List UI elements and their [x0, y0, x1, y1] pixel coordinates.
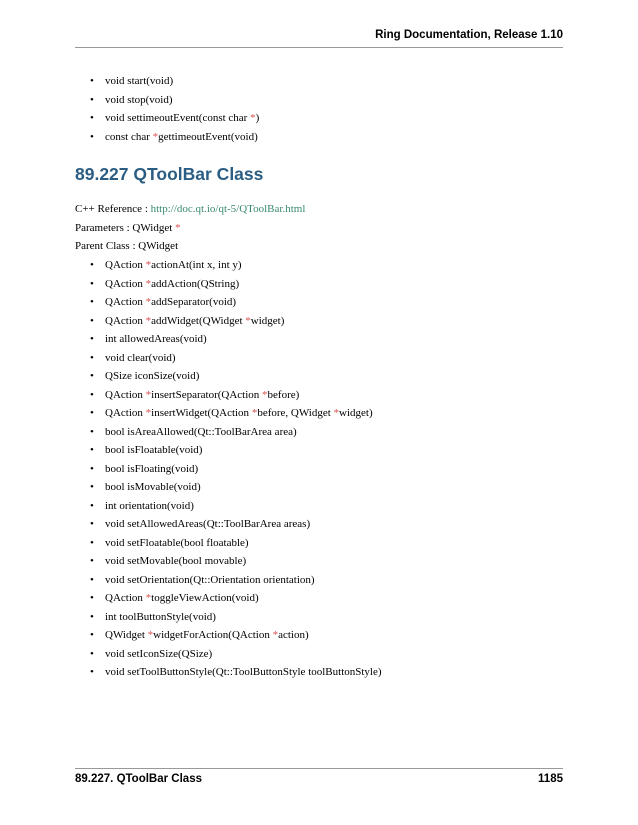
list-item	[90, 367, 382, 386]
list-item-text: void clear(void)	[105, 351, 176, 364]
list-item-text: widget)	[339, 407, 373, 419]
section-title: 89.227 QToolBar Class	[75, 164, 264, 184]
cpp-reference	[75, 203, 305, 215]
list-item-text: QAction	[105, 296, 146, 308]
list-item	[90, 460, 382, 479]
list-item	[90, 72, 259, 91]
list-item-text: bool isFloating(void)	[105, 462, 199, 475]
list-item	[90, 478, 382, 497]
page-number: 1185	[538, 773, 563, 785]
list-item	[90, 571, 382, 590]
list-item-text: bool isMovable(void)	[105, 481, 201, 493]
list-item	[90, 497, 382, 516]
list-item-text: void setAllowedAreas(Qt::ToolBarArea areas)	[105, 518, 311, 530]
list-item	[90, 645, 382, 664]
list-item-text: addSeparator(void)	[151, 296, 237, 308]
list-item	[90, 91, 259, 110]
list-item	[90, 589, 382, 608]
list-item-text: )	[255, 112, 260, 124]
list-item-text: actionAt(int x, int y)	[151, 259, 242, 271]
running-header	[75, 29, 563, 48]
list-item-text: QAction	[105, 277, 146, 290]
list-item-text: void setOrientation(Qt::Orientation orientation)	[105, 573, 315, 586]
list-item	[90, 663, 382, 682]
list-item-text: bool isAreaAllowed(Qt::ToolBarArea area)	[105, 425, 297, 438]
parent-class-text: Parent Class : QWidget	[75, 240, 179, 252]
list-item-text: QWidget	[105, 629, 148, 641]
list-item-text: void setToolButtonStyle(Qt::ToolButtonStyle toolButtonStyle)	[105, 666, 382, 678]
list-item-text: toggleViewAction(void)	[151, 592, 259, 604]
running-title: Ring Documentation, Release 1.10	[375, 29, 563, 41]
list-item	[90, 312, 382, 331]
list-item	[90, 552, 382, 571]
cpp-reference-link[interactable]: http://doc.qt.io/qt-5/QToolBar.html	[150, 203, 306, 215]
pointer-symbol: *	[145, 407, 152, 419]
list-item-text: insertSeparator(QAction	[151, 388, 263, 401]
pointer-symbol: *	[145, 314, 152, 327]
pointer-symbol: *	[152, 130, 159, 143]
list-item-text: void setMovable(bool movable)	[105, 555, 247, 567]
list-item-text: void start(void)	[105, 75, 174, 87]
list-item-text: QAction	[105, 259, 146, 271]
list-item	[90, 423, 382, 442]
pointer-symbol: *	[333, 407, 340, 419]
list-item-text: QAction	[105, 314, 146, 327]
list-item	[90, 128, 259, 147]
list-item-text: int orientation(void)	[105, 499, 194, 512]
list-item-text: void settimeoutEvent(const char	[105, 112, 251, 124]
parent-class-line	[75, 240, 178, 252]
list-item-text: addWidget(QWidget	[151, 314, 246, 327]
list-item-text: addAction(QString)	[151, 277, 240, 290]
list-item	[90, 275, 382, 294]
pointer-symbol: *	[251, 407, 258, 419]
list-item-text: QAction	[105, 407, 146, 419]
pointer-symbol: *	[262, 388, 268, 401]
pointer-symbol: *	[145, 259, 152, 271]
list-item	[90, 534, 382, 553]
list-item	[90, 626, 382, 645]
parameters-text: Parameters : QWidget	[75, 222, 176, 234]
page-footer	[75, 768, 563, 785]
list-item-text: bool isFloatable(void)	[105, 444, 203, 456]
list-item	[90, 256, 382, 275]
list-item-text: void stop(void)	[105, 93, 173, 106]
pointer-symbol: *	[245, 314, 251, 327]
pointer-symbol: *	[145, 592, 152, 604]
list-item	[90, 404, 382, 423]
list-item-text: void setFloatable(bool floatable)	[105, 536, 249, 549]
footer-section-label: 89.227. QToolBar Class	[75, 773, 202, 785]
list-item-text: int allowedAreas(void)	[105, 333, 207, 345]
list-item-text: gettimeoutEvent(void)	[158, 130, 258, 143]
list-item-text: before, QWidget	[257, 407, 334, 419]
pointer-symbol: *	[147, 629, 154, 641]
pointer-symbol: *	[145, 388, 152, 401]
pointer-symbol: *	[145, 296, 152, 308]
list-item	[90, 330, 382, 349]
list-item-text: action)	[278, 629, 309, 641]
method-list	[90, 256, 382, 682]
list-item-text: insertWidget(QAction	[151, 407, 252, 419]
list-item	[90, 109, 259, 128]
list-item	[90, 349, 382, 368]
cpp-reference-label: C++ Reference :	[75, 203, 151, 215]
list-item-text: before)	[267, 388, 300, 401]
pointer-symbol: *	[272, 629, 279, 641]
list-item-text: QSize iconSize(void)	[105, 370, 200, 382]
list-item-text: widget)	[250, 314, 285, 327]
pointer-symbol: *	[250, 112, 256, 124]
list-item-text: QAction	[105, 388, 146, 401]
function-list-top	[90, 72, 259, 146]
list-item-text: QAction	[105, 592, 146, 604]
list-item	[90, 293, 382, 312]
pointer-symbol: *	[145, 277, 152, 290]
list-item-text: void setIconSize(QSize)	[105, 647, 213, 660]
list-item-text: widgetForAction(QAction	[153, 629, 273, 641]
parameters-star: *	[175, 222, 181, 234]
list-item-text: const char	[105, 130, 153, 143]
list-item	[90, 515, 382, 534]
list-item-text: int toolButtonStyle(void)	[105, 610, 216, 623]
list-item	[90, 608, 382, 627]
list-item	[90, 386, 382, 405]
parameters-line	[75, 222, 181, 234]
list-item	[90, 441, 382, 460]
